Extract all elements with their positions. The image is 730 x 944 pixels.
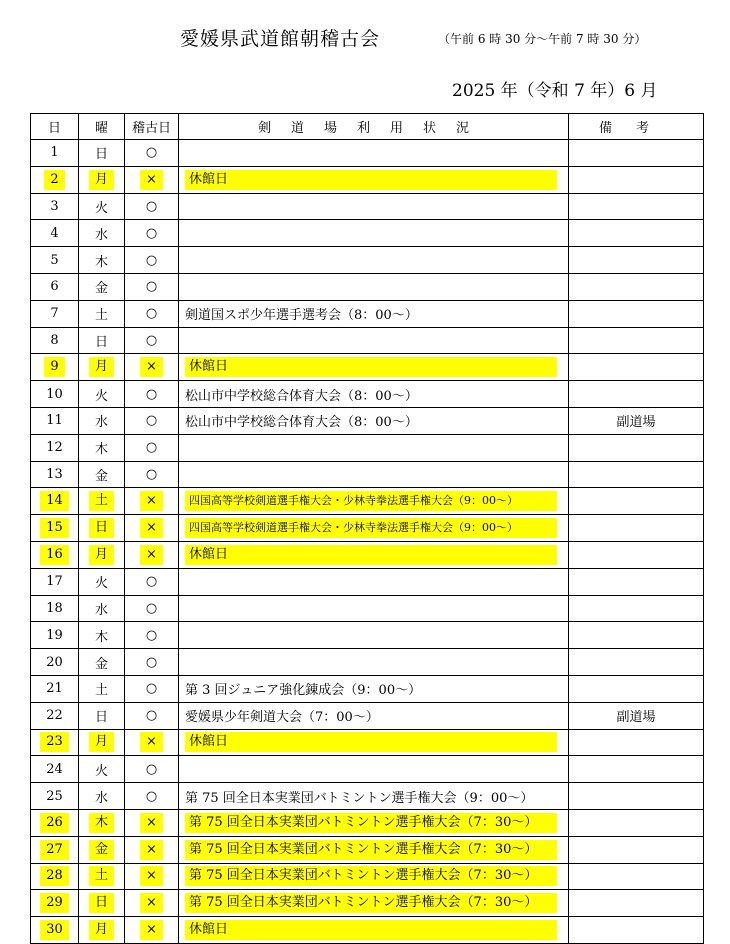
table-row [31, 756, 704, 783]
practice-mark: ○ [125, 434, 179, 461]
notes-cell [569, 515, 704, 542]
notes-cell [569, 649, 704, 676]
day-cell-text: 28 [40, 866, 69, 886]
weekday-cell-text: 木 [89, 813, 114, 833]
table-row [31, 193, 704, 220]
practice-mark [125, 354, 179, 381]
usage-cell-text: 休館日 [185, 732, 557, 752]
usage-cell [179, 890, 569, 917]
notes-cell [569, 381, 704, 408]
day-cell: 1 [31, 140, 79, 167]
table-row [31, 702, 704, 729]
day-cell [31, 729, 79, 756]
practice-mark: ○ [125, 247, 179, 274]
practice-mark: ○ [125, 327, 179, 354]
usage-cell [179, 917, 569, 944]
practice-mark: ○ [125, 783, 179, 810]
usage-cell [179, 273, 569, 300]
notes-cell [569, 541, 704, 568]
practice-mark [125, 917, 179, 944]
weekday-cell-text: 月 [89, 170, 114, 190]
practice-mark: ○ [125, 273, 179, 300]
table-body [31, 140, 704, 944]
weekday-cell: 水 [79, 220, 125, 247]
day-cell [31, 541, 79, 568]
day-cell: 8 [31, 327, 79, 354]
header-usage: 剣道場利用状況 [179, 114, 569, 140]
table-row [31, 649, 704, 676]
usage-cell: 第 3 回ジュニア強化錬成会（9：00～） [179, 675, 569, 702]
practice-mark: ○ [125, 381, 179, 408]
usage-cell-text: 休館日 [185, 170, 557, 190]
weekday-cell: 木 [79, 622, 125, 649]
usage-cell-text: 休館日 [185, 920, 557, 940]
header-practice: 稽古日 [125, 114, 179, 140]
usage-cell [179, 327, 569, 354]
weekday-cell: 火 [79, 381, 125, 408]
usage-cell [179, 166, 569, 193]
usage-cell: 剣道国スポ少年選手選考会（8：00～） [179, 300, 569, 327]
usage-cell-text: 休館日 [185, 545, 557, 565]
day-cell [31, 863, 79, 890]
practice-mark [125, 515, 179, 542]
schedule-table [30, 113, 704, 944]
notes-cell [569, 300, 704, 327]
practice-mark: ○ [125, 702, 179, 729]
table-row [31, 783, 704, 810]
practice-mark: ○ [125, 622, 179, 649]
practice-mark: ○ [125, 461, 179, 488]
header-notes: 備考 [569, 114, 704, 140]
practice-mark [125, 541, 179, 568]
notes-cell [569, 461, 704, 488]
usage-cell [179, 461, 569, 488]
notes-cell [569, 166, 704, 193]
header-weekday: 曜 [79, 114, 125, 140]
weekday-cell [79, 166, 125, 193]
practice-mark: ○ [125, 675, 179, 702]
usage-cell [179, 220, 569, 247]
usage-cell [179, 595, 569, 622]
weekday-cell: 金 [79, 273, 125, 300]
weekday-cell-text: 月 [89, 920, 114, 940]
table-row [31, 300, 704, 327]
day-cell-text: 23 [40, 732, 69, 752]
usage-cell [179, 140, 569, 167]
table-row [31, 247, 704, 274]
practice-mark-text: × [140, 840, 163, 860]
weekday-cell-text: 日 [89, 893, 114, 913]
weekday-cell: 火 [79, 756, 125, 783]
weekday-cell: 金 [79, 649, 125, 676]
practice-mark [125, 890, 179, 917]
page-title: 愛媛県武道館朝稽古会 [180, 28, 381, 50]
table-row [31, 220, 704, 247]
weekday-cell: 水 [79, 407, 125, 434]
usage-cell [179, 568, 569, 595]
day-cell: 18 [31, 595, 79, 622]
notes-cell [569, 488, 704, 515]
practice-mark: ○ [125, 568, 179, 595]
weekday-cell [79, 836, 125, 863]
table-row [31, 917, 704, 944]
weekday-cell: 土 [79, 300, 125, 327]
usage-cell-text: 休館日 [185, 357, 557, 377]
day-cell-text: 27 [40, 840, 69, 860]
weekday-cell-text: 月 [89, 732, 114, 752]
table-row [31, 729, 704, 756]
practice-time: （午前 6 時 30 分～午前 7 時 30 分） [438, 32, 647, 46]
day-cell: 17 [31, 568, 79, 595]
day-cell [31, 166, 79, 193]
practice-mark-text: × [140, 357, 163, 377]
usage-cell [179, 863, 569, 890]
day-cell-text: 14 [40, 491, 69, 511]
notes-cell [569, 354, 704, 381]
table-row [31, 863, 704, 890]
usage-cell: 松山市中学校総合体育大会（8：00～） [179, 407, 569, 434]
practice-mark: ○ [125, 220, 179, 247]
table-row [31, 166, 704, 193]
notes-cell [569, 220, 704, 247]
day-cell: 6 [31, 273, 79, 300]
header-day: 日 [31, 114, 79, 140]
usage-cell [179, 836, 569, 863]
table-row [31, 622, 704, 649]
notes-cell [569, 434, 704, 461]
usage-cell [179, 729, 569, 756]
weekday-cell: 火 [79, 568, 125, 595]
notes-cell [569, 193, 704, 220]
usage-cell [179, 809, 569, 836]
practice-mark [125, 729, 179, 756]
weekday-cell [79, 809, 125, 836]
practice-mark: ○ [125, 193, 179, 220]
usage-cell [179, 434, 569, 461]
notes-cell [569, 568, 704, 595]
day-cell: 21 [31, 675, 79, 702]
notes-cell [569, 327, 704, 354]
usage-cell [179, 649, 569, 676]
practice-mark-text: × [140, 866, 163, 886]
practice-mark: ○ [125, 140, 179, 167]
day-cell-text: 26 [40, 813, 69, 833]
table-row [31, 434, 704, 461]
practice-mark: ○ [125, 756, 179, 783]
day-cell: 12 [31, 434, 79, 461]
notes-cell [569, 836, 704, 863]
weekday-cell-text: 月 [89, 545, 114, 565]
weekday-cell [79, 917, 125, 944]
day-cell: 10 [31, 381, 79, 408]
notes-cell: 副道場 [569, 407, 704, 434]
weekday-cell [79, 890, 125, 917]
practice-mark-text: × [140, 893, 163, 913]
weekday-cell: 日 [79, 702, 125, 729]
day-cell-text: 29 [40, 893, 69, 913]
table-row [31, 461, 704, 488]
weekday-cell [79, 515, 125, 542]
usage-cell: 第 75 回全日本実業団バトミントン選手権大会（9：00～） [179, 783, 569, 810]
table-row [31, 407, 704, 434]
notes-cell [569, 809, 704, 836]
usage-cell-text: 四国高等学校剣道選手権大会・少林寺拳法選手権大会（9：00～） [185, 491, 557, 511]
notes-cell: 副道場 [569, 702, 704, 729]
usage-cell [179, 515, 569, 542]
usage-cell [179, 756, 569, 783]
practice-mark-text: × [140, 491, 163, 511]
day-cell: 22 [31, 702, 79, 729]
practice-mark-text: × [140, 518, 163, 538]
notes-cell [569, 729, 704, 756]
weekday-cell: 火 [79, 193, 125, 220]
day-cell: 24 [31, 756, 79, 783]
usage-cell: 愛媛県少年剣道大会（7：00～） [179, 702, 569, 729]
day-cell-text: 9 [44, 357, 64, 377]
practice-mark [125, 836, 179, 863]
usage-cell [179, 541, 569, 568]
usage-cell [179, 488, 569, 515]
practice-mark: ○ [125, 407, 179, 434]
day-cell: 7 [31, 300, 79, 327]
notes-cell [569, 247, 704, 274]
weekday-cell: 木 [79, 434, 125, 461]
weekday-cell-text: 土 [89, 866, 114, 886]
table-header-row [31, 114, 704, 140]
day-cell: 11 [31, 407, 79, 434]
notes-cell [569, 140, 704, 167]
practice-mark: ○ [125, 300, 179, 327]
day-cell: 20 [31, 649, 79, 676]
table-row [31, 273, 704, 300]
practice-mark [125, 863, 179, 890]
weekday-cell [79, 729, 125, 756]
day-cell [31, 488, 79, 515]
table-row [31, 515, 704, 542]
practice-mark-text: × [140, 920, 163, 940]
table-row [31, 541, 704, 568]
weekday-cell: 木 [79, 247, 125, 274]
table-row [31, 354, 704, 381]
practice-mark-text: × [140, 170, 163, 190]
day-cell-text: 30 [40, 920, 69, 940]
day-cell: 5 [31, 247, 79, 274]
usage-cell-text: 第 75 回全日本実業団バトミントン選手権大会（7：30～） [185, 893, 557, 913]
weekday-cell [79, 488, 125, 515]
weekday-cell-text: 土 [89, 491, 114, 511]
practice-mark: ○ [125, 649, 179, 676]
practice-mark [125, 488, 179, 515]
table-row [31, 675, 704, 702]
day-cell: 25 [31, 783, 79, 810]
table-row [31, 890, 704, 917]
day-cell [31, 515, 79, 542]
schedule-month: 2025 年（令和 7 年）6 月 [452, 81, 658, 101]
table-row [31, 381, 704, 408]
day-cell-text: 2 [44, 170, 64, 190]
practice-mark: ○ [125, 595, 179, 622]
usage-cell-text: 第 75 回全日本実業団バトミントン選手権大会（7：30～） [185, 813, 557, 833]
notes-cell [569, 890, 704, 917]
usage-cell [179, 354, 569, 381]
usage-cell-text: 四国高等学校剣道選手権大会・少林寺拳法選手権大会（9：00～） [185, 518, 557, 538]
weekday-cell [79, 863, 125, 890]
practice-mark-text: × [140, 732, 163, 752]
day-cell: 3 [31, 193, 79, 220]
notes-cell [569, 273, 704, 300]
table-row [31, 488, 704, 515]
notes-cell [569, 783, 704, 810]
day-cell: 4 [31, 220, 79, 247]
weekday-cell: 水 [79, 783, 125, 810]
notes-cell [569, 595, 704, 622]
usage-cell-text: 第 75 回全日本実業団バトミントン選手権大会（7：30～） [185, 866, 557, 886]
practice-mark-text: × [140, 813, 163, 833]
notes-cell [569, 622, 704, 649]
weekday-cell-text: 日 [89, 518, 114, 538]
table-row [31, 836, 704, 863]
usage-cell: 松山市中学校総合体育大会（8：00～） [179, 381, 569, 408]
day-cell [31, 836, 79, 863]
day-cell [31, 890, 79, 917]
practice-mark [125, 166, 179, 193]
usage-cell [179, 622, 569, 649]
day-cell-text: 16 [40, 545, 69, 565]
day-cell: 19 [31, 622, 79, 649]
usage-cell-text: 第 75 回全日本実業団バトミントン選手権大会（7：30～） [185, 840, 557, 860]
usage-cell [179, 193, 569, 220]
day-cell [31, 809, 79, 836]
practice-mark [125, 809, 179, 836]
weekday-cell [79, 541, 125, 568]
weekday-cell: 水 [79, 595, 125, 622]
day-cell [31, 917, 79, 944]
table-row [31, 140, 704, 167]
notes-cell [569, 756, 704, 783]
day-cell-text: 15 [40, 518, 69, 538]
notes-cell [569, 917, 704, 944]
table-row [31, 327, 704, 354]
day-cell: 13 [31, 461, 79, 488]
weekday-cell: 金 [79, 461, 125, 488]
weekday-cell-text: 金 [89, 840, 114, 860]
practice-mark-text: × [140, 545, 163, 565]
table-row [31, 568, 704, 595]
weekday-cell: 日 [79, 140, 125, 167]
weekday-cell: 日 [79, 327, 125, 354]
weekday-cell: 土 [79, 675, 125, 702]
notes-cell [569, 675, 704, 702]
day-cell [31, 354, 79, 381]
table-row [31, 809, 704, 836]
usage-cell [179, 247, 569, 274]
notes-cell [569, 863, 704, 890]
table-row [31, 595, 704, 622]
weekday-cell [79, 354, 125, 381]
weekday-cell-text: 月 [89, 357, 114, 377]
